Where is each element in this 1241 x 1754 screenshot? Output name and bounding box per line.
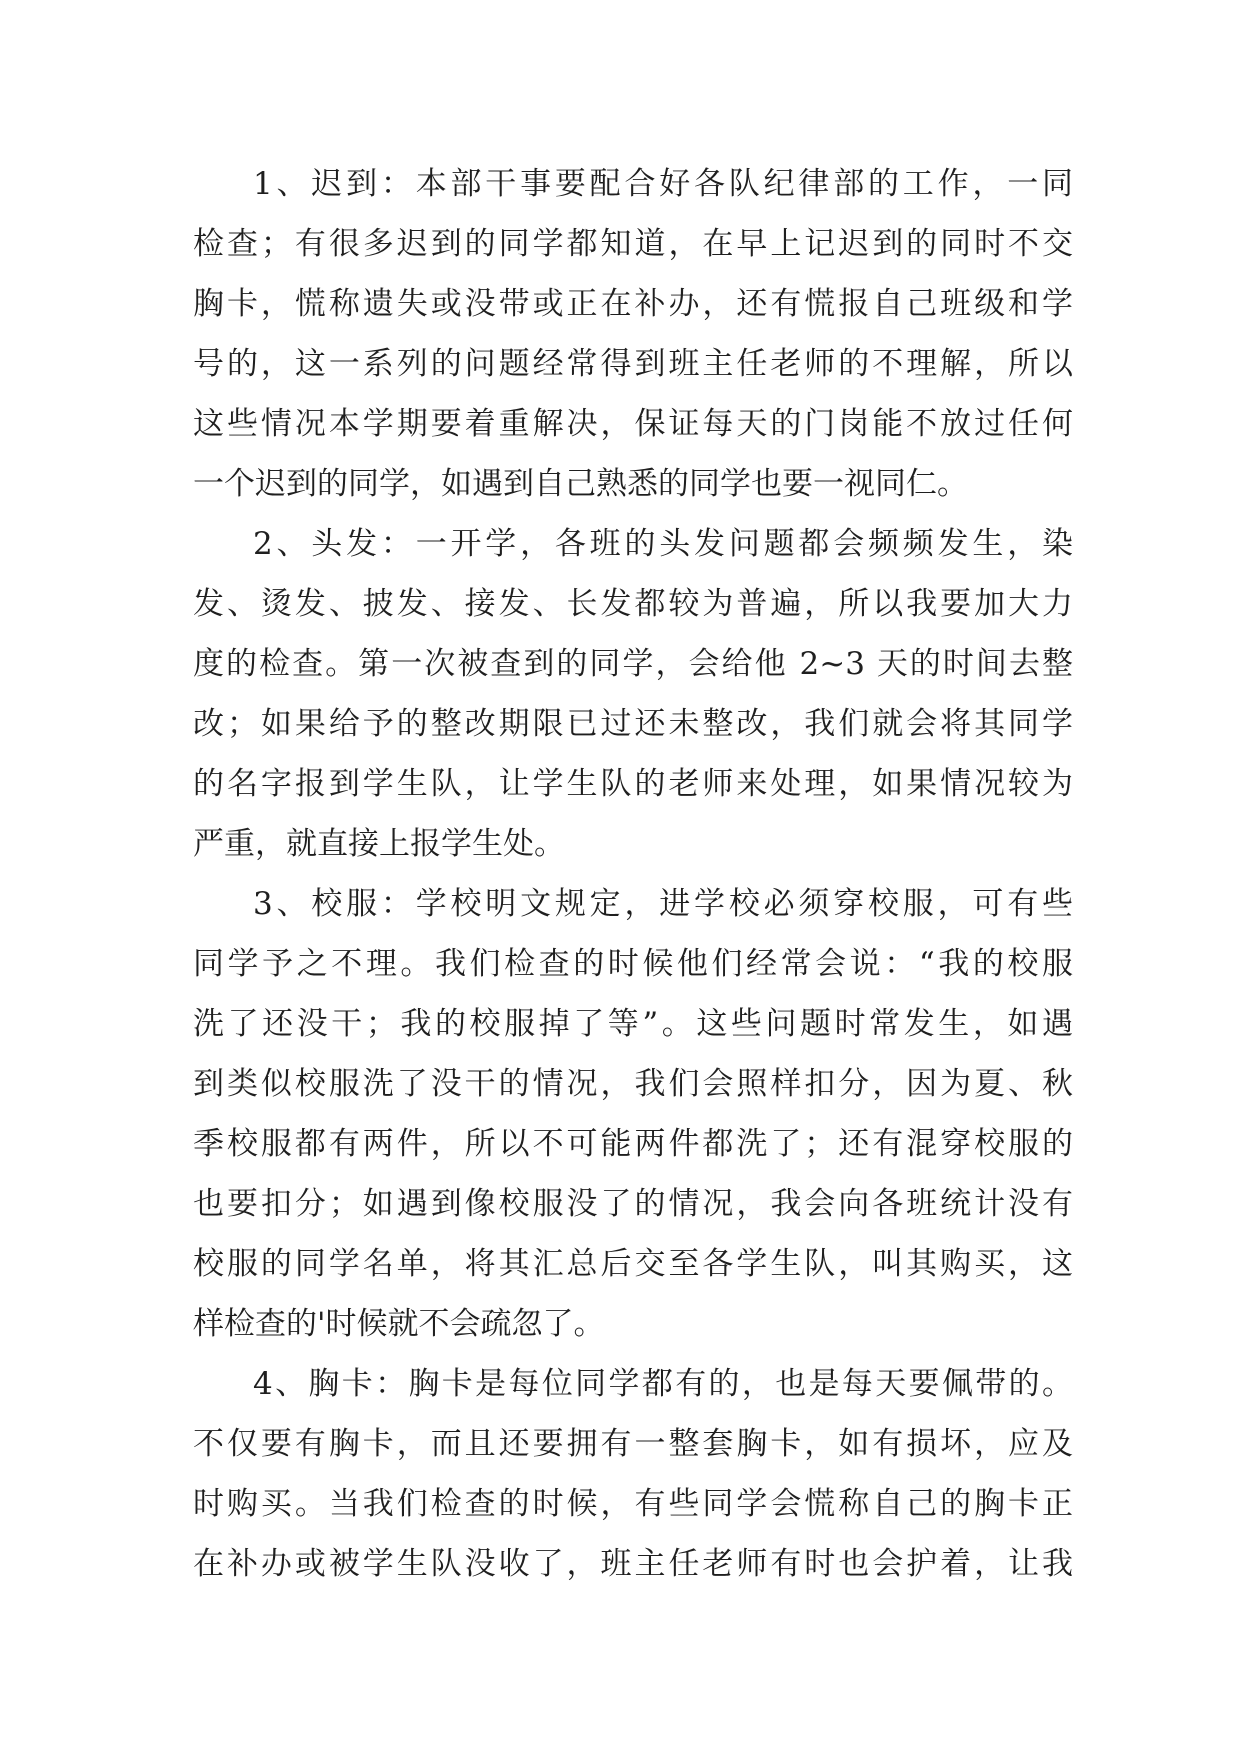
text-line: 到类似校服洗了没干的情况，我们会照样扣分，因为夏、秋 <box>193 1066 1073 1102</box>
text-line: 也要扣分；如遇到像校服没了的情况，我会向各班统计没有 <box>193 1186 1073 1222</box>
text-line: 改；如果给予的整改期限已过还未整改，我们就会将其同学 <box>193 706 1073 742</box>
text-line: 同学予之不理。我们检查的时候他们经常会说：“我的校服 <box>193 946 1073 982</box>
text-line: 4、胸卡：胸卡是每位同学都有的，也是每天要佩带的。 <box>253 1366 1073 1402</box>
text-line: 2、头发：一开学，各班的头发问题都会频频发生，染 <box>253 526 1073 562</box>
text-line: 一个迟到的同学，如遇到自己熟悉的同学也要一视同仁。 <box>193 466 968 502</box>
text-line: 检查；有很多迟到的同学都知道，在早上记迟到的同时不交 <box>193 226 1073 262</box>
text-line: 时购买。当我们检查的时候，有些同学会慌称自己的胸卡正 <box>193 1486 1073 1522</box>
text-line: 在补办或被学生队没收了，班主任老师有时也会护着，让我 <box>193 1546 1073 1582</box>
text-line: 样检查的'时候就不会疏忽了。 <box>193 1306 605 1342</box>
paragraph-hair <box>193 514 1073 874</box>
document-body <box>193 154 1073 1594</box>
text-line: 校服的同学名单，将其汇总后交至各学生队，叫其购买，这 <box>193 1246 1073 1282</box>
text-line: 度的检查。第一次被查到的同学，会给他 2~3 天的时间去整 <box>193 646 1073 682</box>
paragraph-badge <box>193 1354 1073 1594</box>
text-line: 的名字报到学生队，让学生队的老师来处理，如果情况较为 <box>193 766 1073 802</box>
text-line: 3、校服：学校明文规定，进学校必须穿校服，可有些 <box>253 886 1073 922</box>
text-line: 1、迟到：本部干事要配合好各队纪律部的工作，一同 <box>253 166 1073 202</box>
paragraph-lateness <box>193 154 1073 514</box>
text-line: 不仅要有胸卡，而且还要拥有一整套胸卡，如有损坏，应及 <box>193 1426 1073 1462</box>
text-line: 严重，就直接上报学生处。 <box>193 826 565 862</box>
text-line: 洗了还没干；我的校服掉了等”。这些问题时常发生，如遇 <box>193 1006 1073 1042</box>
text-line: 季校服都有两件，所以不可能两件都洗了；还有混穿校服的 <box>193 1126 1073 1162</box>
text-line: 发、烫发、披发、接发、长发都较为普遍，所以我要加大力 <box>193 586 1073 622</box>
paragraph-uniform <box>193 874 1073 1354</box>
text-line: 号的，这一系列的问题经常得到班主任老师的不理解，所以 <box>193 346 1073 382</box>
text-line: 胸卡，慌称遗失或没带或正在补办，还有慌报自己班级和学 <box>193 286 1073 322</box>
text-line: 这些情况本学期要着重解决，保证每天的门岗能不放过任何 <box>193 406 1073 442</box>
